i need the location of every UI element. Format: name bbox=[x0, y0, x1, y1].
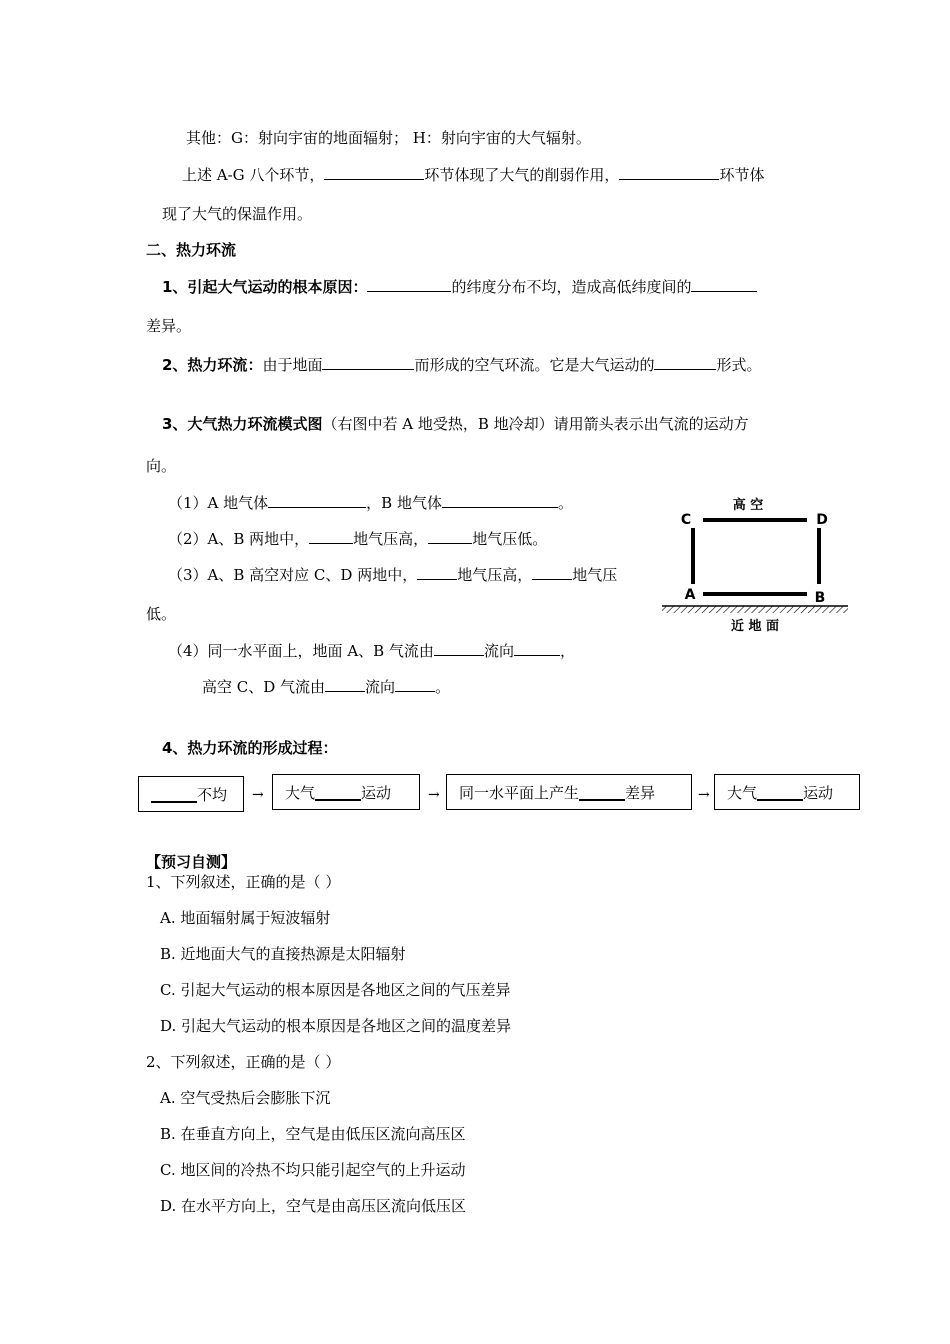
q1-blank-1[interactable] bbox=[367, 276, 451, 292]
test-q1-option-b[interactable]: B. 近地面大气的直接热源是太阳辐射 bbox=[160, 945, 406, 963]
ag-text-3: 环节体 bbox=[719, 166, 765, 184]
sub4-line bbox=[168, 640, 575, 661]
ag-blank-2[interactable] bbox=[619, 164, 719, 180]
test-q2-option-b[interactable]: B. 在垂直方向上，空气是由低压区流向高压区 bbox=[160, 1125, 466, 1143]
q3-text-1: （右图中若 A 地受热，B 地冷却）请用箭头表示出气流的运动方 bbox=[322, 415, 749, 433]
sub2-blank-2[interactable] bbox=[428, 528, 472, 544]
sub4-text-b: 流向 bbox=[483, 642, 514, 660]
test-q1: 1、下列叙述，正确的是（ ） bbox=[146, 873, 341, 891]
q3-label: 3、大气热力环流模式图 bbox=[162, 415, 323, 433]
flow-box-2-text-2: 运动 bbox=[361, 783, 392, 802]
test-title: 【预习自测】 bbox=[146, 853, 237, 871]
q2-text-3: 形式。 bbox=[716, 356, 762, 374]
q3-line-cont: 向。 bbox=[146, 457, 177, 475]
sub2-text-a: （2）A、B 两地中， bbox=[168, 530, 310, 548]
flow-blank-2[interactable] bbox=[315, 784, 361, 801]
sub4-blank-2[interactable] bbox=[514, 640, 560, 656]
test-q2-option-a[interactable]: A. 空气受热后会膨胀下沉 bbox=[160, 1089, 331, 1107]
q3-line bbox=[162, 414, 749, 434]
diagram-bottom-label: 近 地 面 bbox=[730, 619, 780, 634]
sub4-blank-4[interactable] bbox=[395, 676, 435, 692]
flow-blank-1[interactable] bbox=[151, 786, 197, 803]
diagram-svg bbox=[660, 492, 850, 637]
sub4-blank-1[interactable] bbox=[434, 640, 484, 656]
sub3-text-c: 地气压 bbox=[572, 566, 618, 584]
flow-arrow-1: → bbox=[252, 787, 264, 803]
sub2-text-c: 地气压低。 bbox=[472, 530, 548, 548]
sub1-blank-1[interactable] bbox=[268, 492, 366, 508]
flow-box-3-text-1: 同一水平面上产生 bbox=[459, 783, 580, 802]
sub4-text-e: 流向 bbox=[365, 678, 396, 696]
flow-box-1 bbox=[138, 776, 244, 812]
flow-box-1-text: 不均 bbox=[197, 785, 228, 804]
flow-box-3-text-2: 差异 bbox=[625, 783, 656, 802]
q1-text-1: 的纬度分布不均，造成高低纬度间的 bbox=[451, 278, 692, 296]
ag-text-1: 上述 A-G 八个环节， bbox=[182, 166, 325, 184]
q1-line-cont: 差异。 bbox=[146, 317, 192, 335]
flow-box-2 bbox=[272, 774, 420, 810]
q1-label: 1、引起大气运动的根本原因： bbox=[162, 278, 368, 296]
other-line: 其他：G：射向宇宙的地面辐射； H：射向宇宙的大气辐射。 bbox=[186, 129, 591, 147]
sub4-line-2 bbox=[202, 676, 450, 697]
sub4-text-f: 。 bbox=[435, 678, 451, 696]
section-title: 二、热力环流 bbox=[146, 241, 237, 259]
sub4-text-c: ， bbox=[559, 642, 575, 660]
point-d-label: D bbox=[816, 512, 828, 528]
flow-box-4-text-1: 大气 bbox=[727, 783, 758, 802]
flow-box-4-text-2: 运动 bbox=[803, 783, 834, 802]
point-a-label: A bbox=[684, 587, 696, 603]
test-q1-option-c[interactable]: C. 引起大气运动的根本原因是各地区之间的气压差异 bbox=[160, 981, 511, 999]
q2-text-1: 由于地面 bbox=[262, 356, 323, 374]
point-b-label: B bbox=[814, 590, 826, 606]
flow-box-4 bbox=[714, 774, 860, 810]
sub3-blank-1[interactable] bbox=[417, 564, 457, 580]
flow-blank-3[interactable] bbox=[579, 784, 625, 801]
flow-arrow-2: → bbox=[428, 787, 440, 803]
sub1-line bbox=[168, 492, 573, 513]
ag-text-2: 环节体现了大气的削弱作用， bbox=[424, 166, 620, 184]
q2-blank-2[interactable] bbox=[654, 354, 716, 370]
sub3-line-cont: 低。 bbox=[146, 605, 177, 623]
sub2-text-b: 地气压高， bbox=[353, 530, 429, 548]
q1-line bbox=[162, 276, 757, 297]
sub3-text-a: （3）A、B 高空对应 C、D 两地中， bbox=[168, 566, 418, 584]
q2-label: 2、热力环流： bbox=[162, 356, 263, 374]
q2-line bbox=[162, 354, 762, 375]
flow-box-2-text-1: 大气 bbox=[285, 783, 316, 802]
sub1-text-c: 。 bbox=[557, 494, 573, 512]
sub3-text-b: 地气压高， bbox=[457, 566, 533, 584]
flow-blank-4[interactable] bbox=[757, 784, 803, 801]
ground-hatch bbox=[662, 606, 848, 613]
sub4-text-a: （4）同一水平面上，地面 A、B 气流由 bbox=[168, 642, 434, 660]
sub4-text-d: 高空 C、D 气流由 bbox=[202, 678, 326, 696]
thermal-circulation-diagram bbox=[660, 492, 850, 637]
sub3-blank-2[interactable] bbox=[532, 564, 572, 580]
q2-blank-1[interactable] bbox=[322, 354, 414, 370]
sub4-blank-3[interactable] bbox=[325, 676, 365, 692]
diagram-top-label: 高 空 bbox=[732, 498, 764, 513]
sub2-blank-1[interactable] bbox=[309, 528, 353, 544]
sub1-blank-2[interactable] bbox=[442, 492, 558, 508]
q2-text-2: 而形成的空气环流。它是大气运动的 bbox=[414, 356, 655, 374]
test-q1-option-d[interactable]: D. 引起大气运动的根本原因是各地区之间的温度差异 bbox=[160, 1017, 512, 1035]
test-q1-option-a[interactable]: A. 地面辐射属于短波辐射 bbox=[160, 909, 331, 927]
q1-blank-2[interactable] bbox=[691, 276, 757, 292]
test-q2-option-d[interactable]: D. 在水平方向上，空气是由高压区流向低压区 bbox=[160, 1197, 467, 1215]
ag-line bbox=[182, 164, 764, 185]
ag-blank-1[interactable] bbox=[324, 164, 424, 180]
flow-arrow-3: → bbox=[698, 787, 710, 803]
sub1-text-b: ，B 地气体 bbox=[366, 494, 442, 512]
test-q2: 2、下列叙述，正确的是（ ） bbox=[146, 1053, 341, 1071]
sub3-line bbox=[168, 564, 617, 585]
sub2-line bbox=[168, 528, 547, 549]
sub1-text-a: （1）A 地气体 bbox=[168, 494, 269, 512]
flow-box-3 bbox=[446, 774, 692, 810]
point-c-label: C bbox=[680, 512, 692, 528]
test-q2-option-c[interactable]: C. 地区间的冷热不均只能引起空气的上升运动 bbox=[160, 1161, 466, 1179]
ag-line-cont: 现了大气的保温作用。 bbox=[162, 205, 313, 223]
q4-label: 4、热力环流的形成过程： bbox=[162, 739, 338, 757]
